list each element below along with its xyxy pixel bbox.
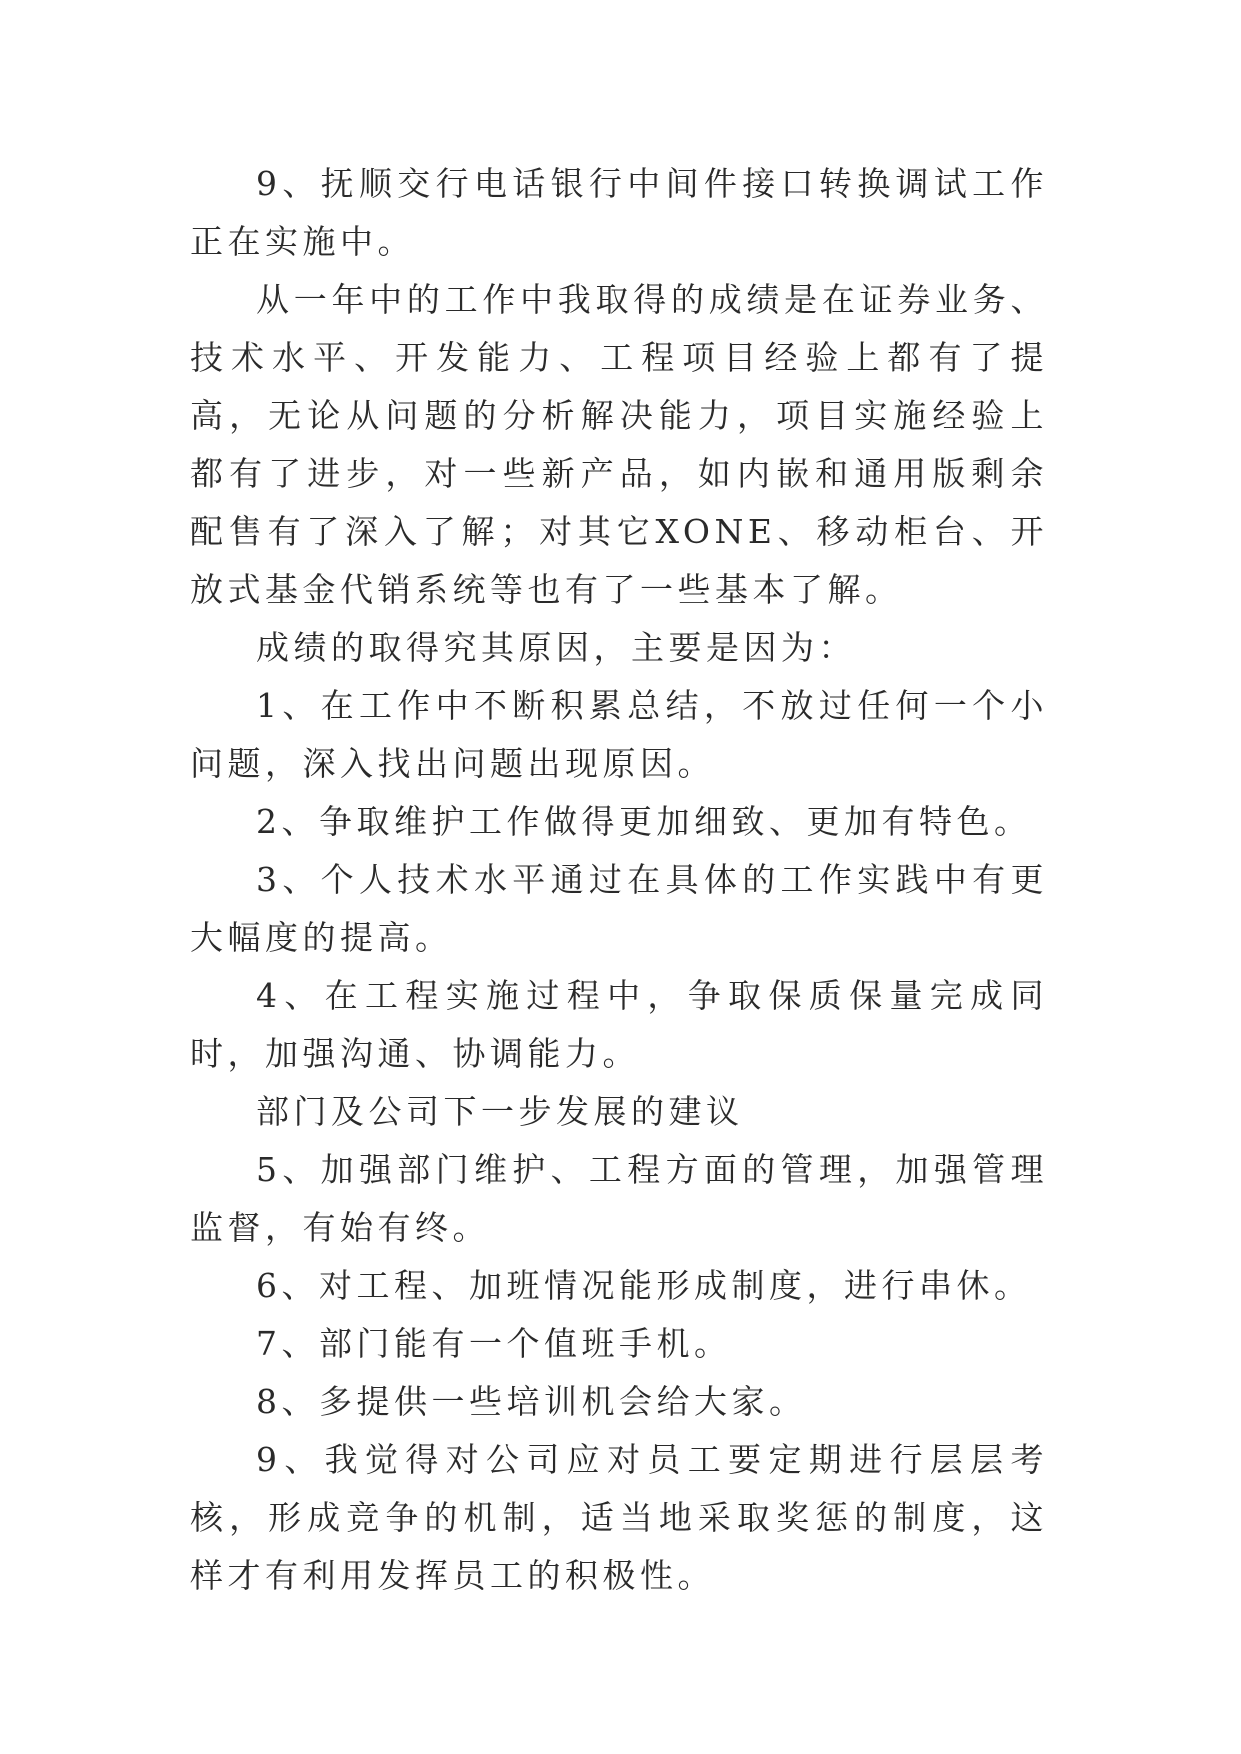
paragraph-suggestion-5: 5、加强部门维护、工程方面的管理，加强管理监督，有始有终。 <box>190 1150 1048 1247</box>
section-heading-suggestions: 部门及公司下一步发展的建议 <box>256 1092 744 1131</box>
paragraph-suggestion-6: 6、对工程、加班情况能形成制度，进行串休。 <box>256 1266 1032 1305</box>
paragraph-suggestion-9: 9、我觉得对公司应对员工要定期进行层层考核，形成竞争的机制，适当地采取奖惩的制度，这样才有利用发挥员工的积极性。 <box>190 1440 1048 1595</box>
paragraph-reasons-intro: 成绩的取得究其原因，主要是因为： <box>256 628 856 667</box>
paragraph-reason-3: 3、个人技术水平通过在具体的工作实践中有更大幅度的提高。 <box>190 860 1048 957</box>
paragraph-reason-2: 2、争取维护工作做得更加细致、更加有特色。 <box>256 802 1032 841</box>
paragraph-achievements: 从一年中的工作中我取得的成绩是在证券业务、技术水平、开发能力、工程项目经验上都有了提高，无论从问题的分析解决能力，项目实施经验上都有了进步，对一些新产品，如内嵌和通用版剩余配售有了深入了解；对其它XONE、移动柜台、开放式基金代销系统等也有了一些基本了解。 <box>190 280 1048 609</box>
paragraph-suggestion-8: 8、多提供一些培训机会给大家。 <box>256 1382 807 1421</box>
paragraph-reason-4: 4、在工程实施过程中，争取保质保量完成同时，加强沟通、协调能力。 <box>190 976 1048 1073</box>
paragraph-item-9-phone-banking: 9、抚顺交行电话银行中间件接口转换调试工作正在实施中。 <box>190 164 1048 261</box>
paragraph-suggestion-7: 7、部门能有一个值班手机。 <box>256 1324 732 1363</box>
paragraph-reason-1: 1、在工作中不断积累总结，不放过任何一个小问题，深入找出问题出现原因。 <box>190 686 1048 783</box>
document-body <box>190 155 1048 1605</box>
